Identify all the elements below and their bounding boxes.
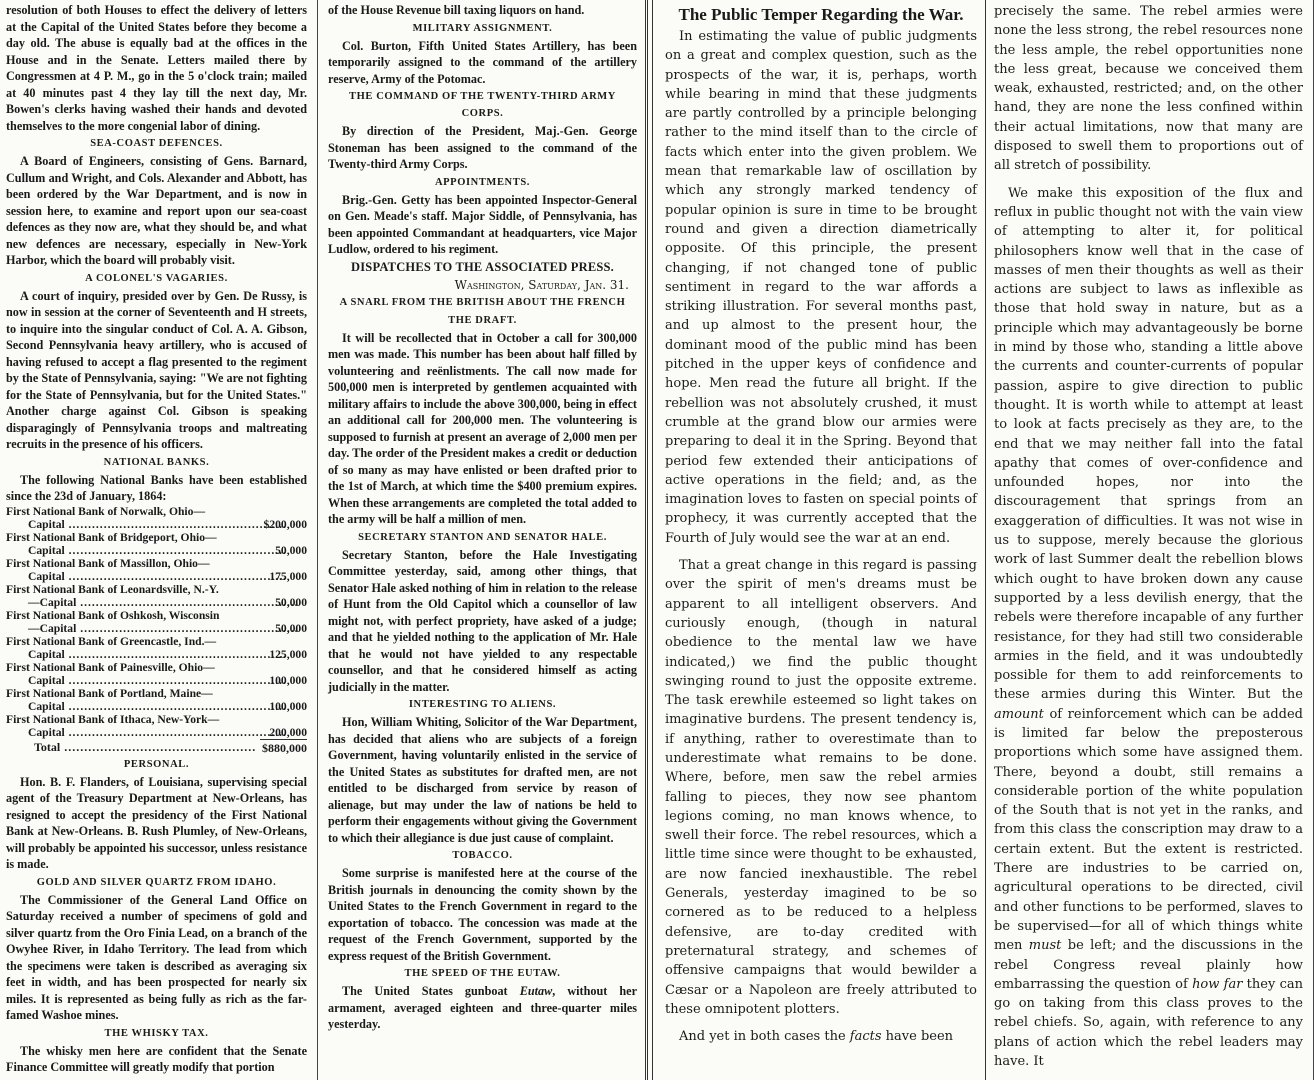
section-heading: NATIONAL BANKS. bbox=[103, 456, 210, 468]
bank-name: First National Bank of Norwalk, Ohio— bbox=[6, 504, 206, 518]
section-body: Brig.-Gen. Getty has been appointed Inspector-General on Gen. Meade's staff. Major Siddle, of Pennsylvania, has been appointed Commandant at headquarters, vice Major Ludlow, ordered to his regiment. bbox=[328, 192, 637, 256]
emphasis: how far bbox=[1192, 976, 1243, 992]
bank-total-row bbox=[6, 739, 307, 755]
emphasis: must bbox=[1028, 938, 1062, 954]
bank-name: First National Bank of Painesville, Ohio— bbox=[6, 660, 215, 674]
text-run: We make this exposition of the flux and reflux in public thought not with the vain view of attempting to alter it, for political philosophers know well that in the case of masses of men their thoughts as well as their actions are subject to laws as inflexible as those that hold sway in nature, but as a principle which may advantageously be borne in mind by those who, standing a little above the currents and counter-currents of popular passion, aspire to give direction to public thought. It is worth while to attempt at least to look at facts precisely as they are, to the end that we may neither fall into the fatal apathy that comes of over-confidence and unfounded hopes, nor into the discouragement that springs from an exaggeration of difficulties. It was not wise in us to suppose, merely because the glorious work of last Summer dealt the rebellion blows which ought to have broken down any cause supported by a less devilish energy, that the rebels were therefore incapable of any further resistance, for they had still two considerable armies in the field, and it was undoubtedly possible for them to add reinforcements to these armies during this Winter. But the bbox=[994, 185, 1303, 703]
bank-name: First National Bank of Bridgeport, Ohio— bbox=[6, 530, 217, 544]
bank-capital-amount: 100,000 bbox=[269, 699, 307, 713]
bank-row bbox=[6, 583, 307, 609]
section-body: A Board of Engineers, consisting of Gens. Barnard, Cullum and Wright, and Cols. Alexander and Abbott, has been ordered by the War Department, and is now in session here, to examine and report upon our sea-coast defences as they now are, what they should be, and what new defences are necessary, especially in New-York Harbor, which the board will probably visit. bbox=[6, 154, 307, 267]
section-heading: THE COMMAND OF THE TWENTY-THIRD ARMY CORPS. bbox=[349, 91, 616, 119]
bank-row bbox=[6, 713, 307, 739]
bank-capital-label: Capital ..... bbox=[6, 726, 307, 739]
bank-row bbox=[6, 557, 307, 583]
section-heading: GOLD AND SILVER QUARTZ FROM IDAHO. bbox=[36, 876, 277, 888]
section-body: Secretary Stanton, before the Hale Investigating Committee yesterday, said, among other things, that Senator Hale asked nothing of him in relation to the release of Hunt from the Old Capitol which a counsellor of law might not, with perfect propriety, have asked of a judge; and that he yielded nothing to the application of Mr. Hale that he would not have yielded to any respectable counsellor, and that he considered himself as acting judicially in the matter. bbox=[328, 547, 637, 694]
editorial-paragraph: That a great change in this regard is passing over the spirit of men's dreams must be apparent to all intelligent observers. And curiously enough, (though in natural obedience to the mental law we have indicated,) we find the public thought swinging round to just the opposite extreme. The task erewhile esteemed so light takes on imaginative burdens. The present tendency is, if anything, rather to overestimate than to underestimate what remains to be done. Where, before, men saw the rebel armies falling to pieces, they now see phantom legions coming, no man knows whence, to swell their force. The rebel resources, which a little time since were thought to be exhausted, are now fancied inexhaustible. The rebel Generals, yesterday imagined to be so cornered as to be reduced to a helpless defensive, are to-day credited with preternatural strategy, and schemes of offensive campaigns that would bewilder a Cæsar or a Napoleon are freely attributed to these omnipotent plotters. bbox=[665, 558, 977, 1017]
editorial-paragraph bbox=[665, 1027, 977, 1046]
bank-row bbox=[6, 505, 307, 531]
column-2 bbox=[318, 0, 648, 1080]
article-continuation: resolution of both Houses to effect the delivery of letters at the Capital of the United States before they become a day old. The abuse is equally bad at the offices in the House and in the Senate. Letters mailed there by Congressmen at 4 P. M., go in the 5 o'clock train; mailed at 40 minutes past 4 they lay till the next day, Mr. Bowen's clerks having washed their hands and devoted themselves to the more congenial labor of dining. bbox=[6, 3, 307, 133]
section-heading: THE SPEED OF THE EUTAW. bbox=[404, 968, 561, 979]
text-run: The United States gunboat bbox=[342, 984, 520, 998]
column-4-editorial-continued bbox=[986, 0, 1314, 1080]
bank-name: First National Bank of Portland, Maine— bbox=[6, 686, 213, 700]
bank-capital-amount: 50,000 bbox=[275, 543, 307, 557]
bank-capital-label: Capital ..... bbox=[6, 700, 307, 713]
bank-row bbox=[6, 609, 307, 635]
section-body: Some surprise is manifested here at the course of the British journals in denouncing the comity shown by the United States to the French Government in regard to the exportation of tobacco. The concession was made at the request of the French Government, supported by the express request of the British Government. bbox=[328, 866, 637, 963]
bank-name: First National Bank of Leonardsville, N.-Y. bbox=[6, 582, 219, 596]
bank-capital-label: Capital ..... bbox=[6, 544, 307, 557]
ship-name: Eutaw bbox=[519, 984, 553, 998]
section-heading: SEA-COAST DEFENCES. bbox=[90, 138, 223, 149]
bank-capital-amount: 175,000 bbox=[269, 569, 307, 583]
bank-capital-amount: 50,000 bbox=[275, 595, 307, 609]
section-body: Col. Burton, Fifth United States Artillery, has been temporarily assigned to the command of the artillery reserve, Army of the Potomac. bbox=[328, 38, 637, 86]
bank-capital-label: —Capital ..... bbox=[6, 622, 307, 635]
bank-name: First National Bank of Greencastle, Ind.— bbox=[6, 634, 217, 648]
section-heading: TOBACCO. bbox=[452, 850, 513, 861]
editorial-title: The Public Temper Regarding the War. bbox=[678, 5, 964, 24]
section-heading: THE WHISKY TAX. bbox=[104, 1027, 209, 1039]
text-run: be left; and the discussions in the rebel Congress reveal plainly how embarrassing the question of bbox=[994, 938, 1303, 992]
text-run: they can go on taking from this class proves to the rebel chiefs. So, again, with reference to any plans of action which the rebel leaders may have. It bbox=[994, 976, 1303, 1070]
bank-capital-table bbox=[6, 505, 307, 755]
bank-row bbox=[6, 687, 307, 713]
bank-capital-label: Capital ..... bbox=[6, 674, 307, 687]
bank-capital-label: Capital ..... bbox=[6, 570, 307, 583]
section-heading: A COLONEL'S VAGARIES. bbox=[85, 272, 228, 284]
bank-capital-label: Capital ..... bbox=[6, 518, 307, 531]
dateline: Washington, Saturday, Jan. 31. bbox=[454, 277, 629, 292]
bank-capital-amount: 200,000 bbox=[269, 725, 307, 739]
bank-capital-label: Capital ..... bbox=[6, 648, 307, 661]
text-run: have been bbox=[881, 1029, 954, 1045]
emphasis: facts bbox=[849, 1029, 882, 1045]
column-1 bbox=[0, 0, 318, 1080]
article-continuation: of the House Revenue bill taxing liquors on hand. bbox=[328, 3, 585, 17]
bank-name: First National Bank of Massillon, Ohio— bbox=[6, 556, 210, 570]
section-heading: THE DRAFT. bbox=[448, 314, 517, 326]
section-body: Hon. B. F. Flanders, of Louisiana, supervising special agent of the Treasury Department at New-Orleans, has resigned to accept the presidency of the First National Bank at New-Orleans. B. Rush Plumley, of New-Orleans, will probably be appointed his successor, unless resistance is made. bbox=[6, 774, 307, 871]
bank-row bbox=[6, 635, 307, 661]
section-body: It will be recollected that in October a call for 300,000 men was made. This number has been about half filled by volunteering and reënlistments. The call now made for 500,000 men is interpreted by gentlemen acquainted with military affairs to include the above 300,000, being in effect an additional call for 200,000 men. The volunteering is supposed to furnish at present an average of 2,000 men per day. The order of the President makes a credit or deduction of so many as may have enlisted or been drafted prior to the 1st of March, at which time the $400 premium expires. When these arrangements are completed the total added to the army will be half a million of men. bbox=[328, 330, 637, 526]
bank-row bbox=[6, 661, 307, 687]
editorial-paragraph: In estimating the value of public judgments on a great and complex question, such as the prospects of the war, it is, perhaps, worth while bearing in mind that these judgments are partly controlled by a principle belonging rather to the mind itself than to the circle of facts which enter into the given problem. We mean that remarkable law of oscillation by which any strongly marked tendency of popular opinion is sure in time to be brought round and given a direction diametrically opposite. Of this principle, the present changing, if not changed tone of public sentiment in regard to the war affords a striking illustration. For several months past, and up almost to the present hour, the dominant mood of the public mind has been pitched in the upper keys of confidence and hope. Men read the future all bright. If the rebellion was not absolutely crushed, it must crumble at the grand blow our armies were preparing to deal it in the Spring. Beyond that period few extended their anticipations of active operations in the field; and, as the imagination loves to fasten on special points of prophecy, it was currently accepted that the Fourth of July would see the war at an end. bbox=[665, 29, 977, 546]
bank-capital-amount: 100,000 bbox=[269, 673, 307, 687]
section-body: The Commissioner of the General Land Office on Saturday received a number of specimens of gold and silver quartz from the Oro Finia Lead, on a branch of the Owyhee River, in Idaho Territory. The lead from which the specimens were taken is described as averaging six feet in width, and has been prospected for nearly six miles. It is represented as being fully as rich as the far-famed Washoe mines. bbox=[6, 892, 307, 1022]
bank-capital-amount: 125,000 bbox=[269, 647, 307, 661]
sub-heading: A SNARL FROM THE BRITISH ABOUT THE FRENCH bbox=[339, 296, 626, 308]
section-body: Hon, William Whiting, Solicitor of the War Department, has decided that aliens who are subjects of a foreign Government, having voluntarily enlisted in the service of the United States as substitutes for drafted men, are not entitled to be discharged from service by reason of alienage, but may under the law of nations be held to perform their engagements without giving the Government to which their allegiance is due just cause of complaint. bbox=[328, 715, 637, 845]
text-run: And yet in both cases the bbox=[679, 1029, 850, 1045]
section-heading: MILITARY ASSIGNMENT. bbox=[412, 22, 553, 34]
editorial-paragraph bbox=[994, 184, 1303, 1072]
section-body: By direction of the President, Maj.-Gen. George Stoneman has been assigned to the command of the Twenty-third Army Corps. bbox=[328, 124, 637, 171]
column-3-editorial bbox=[652, 0, 986, 1080]
bank-row bbox=[6, 531, 307, 557]
bank-name: First National Bank of Ithaca, New-York— bbox=[6, 712, 220, 726]
editorial-paragraph: precisely the same. The rebel armies were none the less strong, the rebel resources none the less ample, the rebel opportunities none the less great, because we conceived them weak, exhausted, restricted; and, on the other hand, they are none the less confined within their actual limitations, now that many are disposed to swell them to proportions out of all stretch of possibility. bbox=[994, 4, 1303, 174]
section-body: A court of inquiry, presided over by Gen. De Russy, is now in session at the corner of Seventeenth and H streets, to inquire into the singular conduct of Col. A. A. Gibson, Second Pennsylvania heavy artillery, who is accused of having refused to accept a flag presented to the regiment by the State of Pennsylvania, saying: "We are not fighting for the State of Pennsylvania, but for the United States." Another charge against Col. Gibson is speaking disparagingly of Pennsylvania troops and maltreating recruits in the presence of his officers. bbox=[6, 288, 307, 451]
section-body bbox=[328, 983, 637, 1033]
text-run: of reinforcement which can be added is limited far below the preposterous proportions which some have assigned them. There, beyond a doubt, still remains a considerable portion of the white population of the South that is not yet in the ranks, and from this class the conscription may draw to a certain extent. But the extent is restricted. There are industries to be carried on, agricultural operations to be directed, civil and other functions to be performed, slaves to be supervised—for all of which things white men bbox=[994, 706, 1303, 954]
section-heading: PERSONAL. bbox=[123, 758, 190, 770]
section-heading: SECRETARY STANTON AND SENATOR HALE. bbox=[358, 531, 607, 543]
section-body: The following National Banks have been established since the 23d of January, 1864: bbox=[6, 472, 307, 503]
bank-capital-amount: 50,000 bbox=[275, 621, 307, 635]
emphasis: amount bbox=[994, 706, 1044, 722]
bank-capital-amount: $200,000 bbox=[263, 517, 307, 531]
bank-name: First National Bank of Oshkosh, Wisconsin bbox=[6, 608, 220, 622]
section-heading: INTERESTING TO ALIENS. bbox=[408, 699, 557, 710]
section-heading: APPOINTMENTS. bbox=[434, 176, 530, 188]
total-label: Total ..... bbox=[34, 740, 256, 754]
dispatch-heading: DISPATCHES TO THE ASSOCIATED PRESS. bbox=[351, 259, 614, 274]
text-run: , without her armament, averaged eighteen and three-quarter miles yesterday. bbox=[328, 984, 637, 1031]
bank-capital-label: —Capital ..... bbox=[6, 596, 307, 609]
section-body: The whisky men here are confident that the Senate Finance Committee will greatly modify that portion bbox=[6, 1043, 307, 1074]
total-amount: $880,000 bbox=[262, 740, 307, 755]
